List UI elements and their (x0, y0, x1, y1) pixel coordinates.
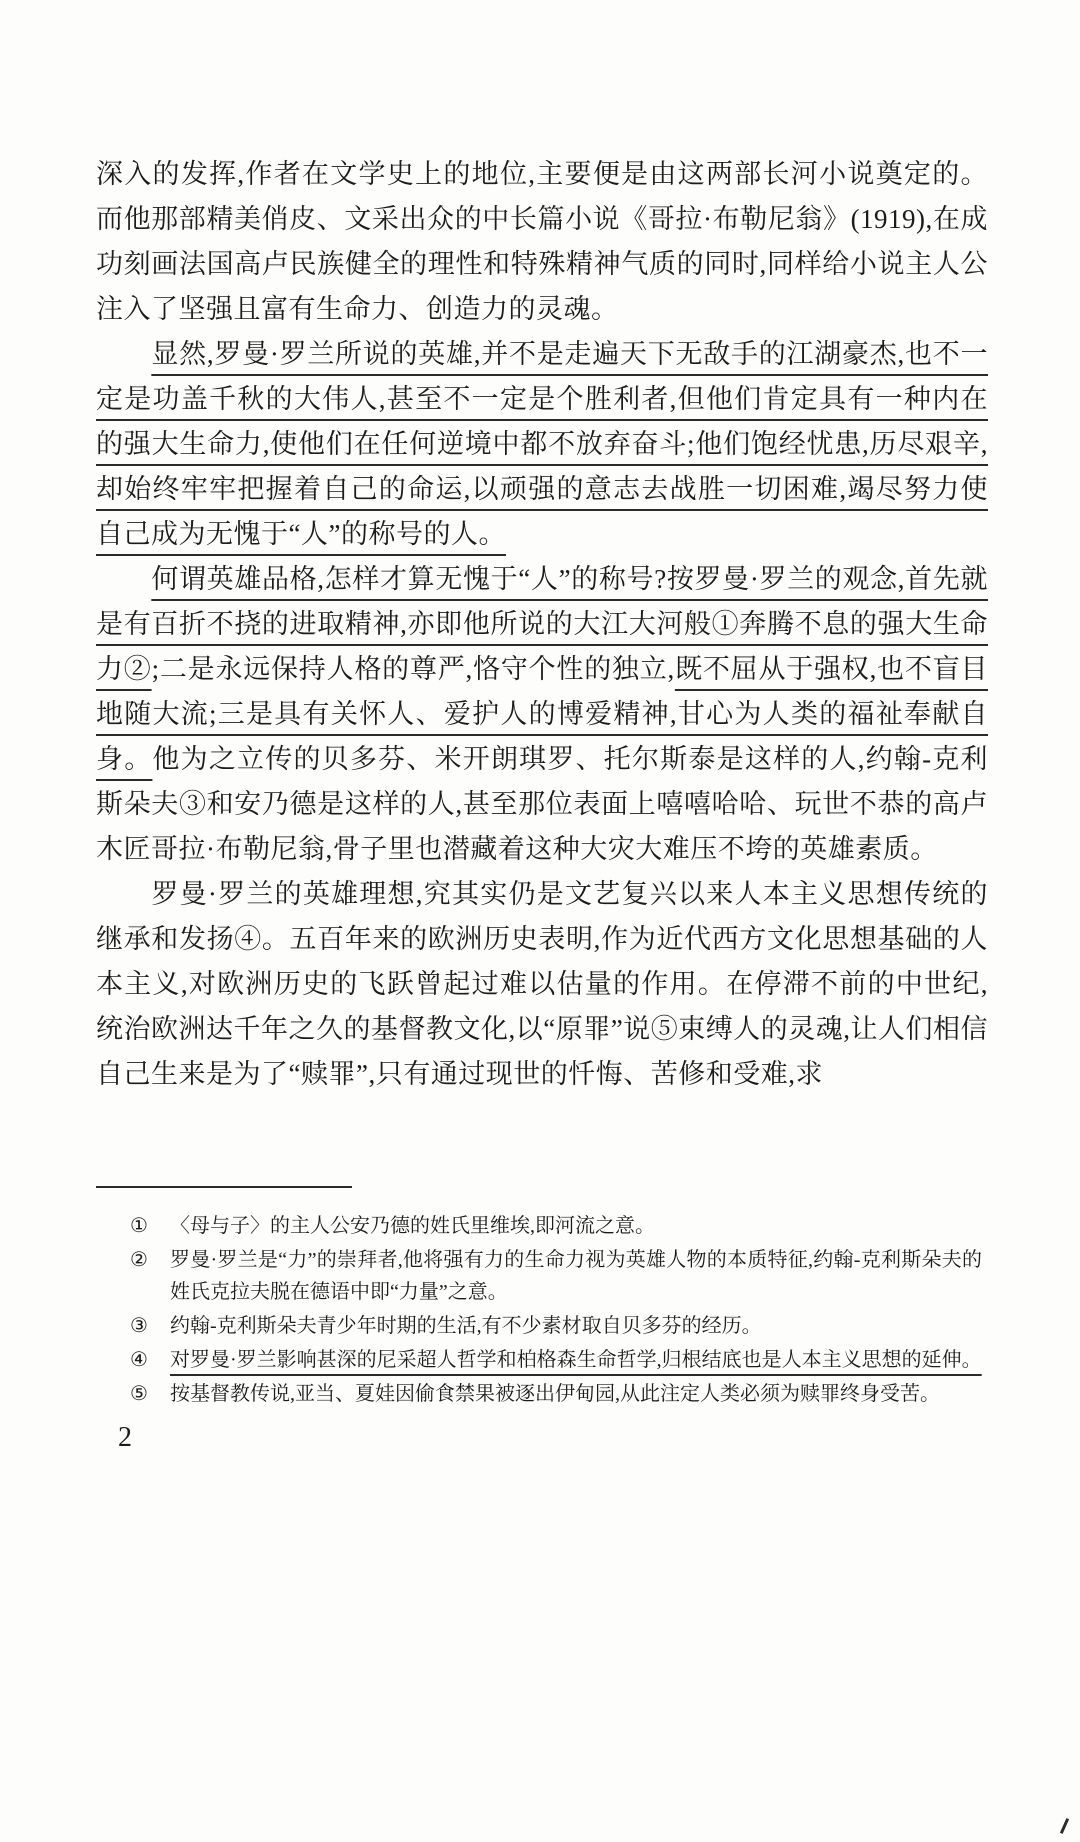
paragraph (96, 332, 988, 557)
text-segment: 约翰-克利斯朵夫青少年时期的生活,有不少素材取自贝多芬的经历。 (170, 1315, 762, 1337)
underlined-text-segment: 何谓英雄品格,怎样才算无愧于“人”的称号?按罗曼·罗兰的观念,首先就是有百折不挠的进取精神,亦即他所说的大江大河般①奔腾不息的强大生命力② (96, 564, 988, 684)
footnote-text (170, 1378, 982, 1410)
footnote-item (130, 1210, 982, 1242)
footnote-item (130, 1378, 982, 1410)
paragraph (96, 152, 988, 332)
text-segment: 按基督教传说,亚当、夏娃因偷食禁果被逐出伊甸园,从此注定人类必须为赎罪终身受苦。 (170, 1383, 940, 1405)
paragraph (96, 557, 988, 872)
footnote-marker: ② (130, 1249, 148, 1271)
footnote-marker: ③ (130, 1315, 148, 1337)
text-segment: ;二是永远保持人格的尊严,恪守个性的独立, (151, 654, 675, 684)
text-segment: 罗曼·罗兰是“力”的崇拜者,他将强有力的生命力视为英雄人物的本质特征,约翰-克利斯朵夫的姓氏克拉夫脱在德语中即“力量”之意。 (170, 1249, 982, 1303)
main-text-block (96, 152, 988, 1097)
footnote-text (170, 1344, 982, 1376)
text-segment: 〈母与子〉的主人公安乃德的姓氏里维埃,即河流之意。 (170, 1215, 655, 1237)
text-segment: 他为之立传的贝多芬、米开朗琪罗、托尔斯泰是这样的人,约翰-克利斯朵夫③和安乃德是这样的人,甚至那位表面上嘻嘻哈哈、玩世不恭的高卢木匠哥拉·布勒尼翁,骨子里也潜藏着这种大灾大难压不垮的英雄素质。 (96, 744, 988, 864)
footnote-item (130, 1344, 982, 1376)
footnote-marker: ④ (130, 1349, 148, 1371)
footnote-marker: ① (130, 1215, 148, 1237)
footnote-item (130, 1244, 982, 1308)
scan-artifact-mark (1060, 1818, 1069, 1834)
footnote-separator (96, 1186, 352, 1188)
text-segment: 深入的发挥,作者在文学史上的地位,主要便是由这两部长河小说奠定的。而他那部精美俏皮、文采出众的中长篇小说《哥拉·布勒尼翁》(1919),在成功刻画法国高卢民族健全的理性和特殊精神气质的同时,同样给小说主人公注入了坚强且富有生命力、创造力的灵魂。 (96, 159, 988, 324)
footnote-text (170, 1244, 982, 1308)
underlined-text-segment: 对罗曼·罗兰影响甚深的尼采超人哲学和柏格森生命哲学,归根结底也是人本主义思想的延伸。 (170, 1349, 982, 1371)
footnote-text (170, 1210, 982, 1242)
page-number: 2 (118, 1422, 132, 1453)
footnote-item (130, 1310, 982, 1342)
paragraph (96, 872, 988, 1097)
text-segment: 罗曼·罗兰的英雄理想,究其实仍是文艺复兴以来人本主义思想传统的继承和发扬④。五百年来的欧洲历史表明,作为近代西方文化思想基础的人本主义,对欧洲历史的飞跃曾起过难以估量的作用。在停滞不前的中世纪,统治欧洲达千年之久的基督教文化,以“原罪”说⑤束缚人的灵魂,让人们相信自己生来是为了“赎罪”,只有通过现世的忏悔、苦修和受难,求 (96, 879, 988, 1089)
footnotes-block (130, 1210, 982, 1412)
footnote-text (170, 1310, 982, 1342)
underlined-text-segment: 既不屈从于强权,也不盲目地随大流;三是具有关怀人、爱护人的博爱精神,甘心为人类的福祉奉献自身。 (96, 654, 988, 774)
footnote-marker: ⑤ (130, 1383, 148, 1405)
underlined-text-segment: 显然,罗曼·罗兰所说的英雄,并不是走遍天下无敌手的江湖豪杰,也不一定是功盖千秋的大伟人,甚至不一定是个胜利者,但他们肯定具有一种内在的强大生命力,使他们在任何逆境中都不放弃奋斗;他们饱经忧患,历尽艰辛,却始终牢牢把握着自己的命运,以顽强的意志去战胜一切困难,竭尽努力使自己成为无愧于“人”的称号的人。 (96, 339, 988, 549)
